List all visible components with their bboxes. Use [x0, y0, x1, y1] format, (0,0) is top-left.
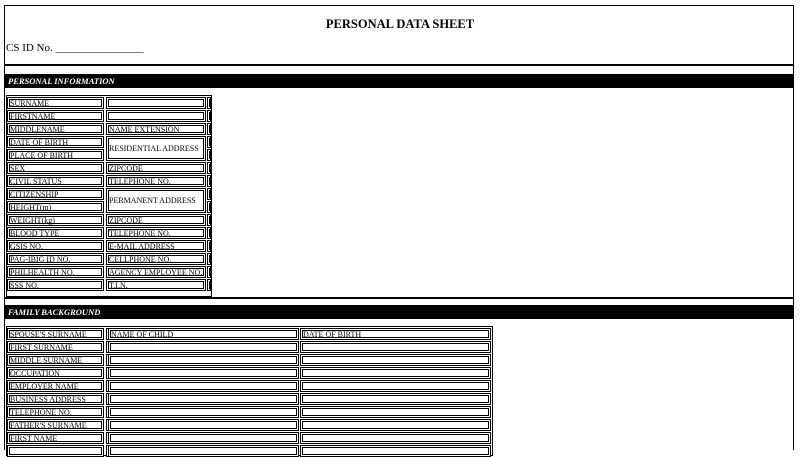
- child-dob-input[interactable]: [300, 432, 491, 444]
- telephone-label-label: TELEPHONE NO.: [109, 229, 171, 238]
- field-label-label: FATHER'S SURNAME: [10, 421, 87, 430]
- page-title: PERSONAL DATA SHEET: [325, 17, 475, 31]
- field-label: [7, 393, 104, 405]
- zipcode-label: [106, 162, 206, 174]
- cell-edge: [207, 240, 211, 252]
- cellphone-label: [106, 253, 206, 265]
- child-name-input[interactable]: [108, 393, 299, 405]
- field-label-label: SPOUSE'S SURNAME: [10, 330, 87, 339]
- field-label-label: PHILHEALTH NO.: [10, 268, 75, 277]
- field-label: [7, 110, 104, 122]
- child-name-input[interactable]: [108, 419, 299, 431]
- zipcode-label-label: ZIPCODE: [109, 216, 143, 225]
- child-dob-input[interactable]: [300, 354, 491, 366]
- value-input[interactable]: [106, 110, 206, 122]
- field-label: [7, 227, 104, 239]
- cell-edge: [207, 123, 211, 135]
- child-dob-input[interactable]: [300, 445, 491, 457]
- permanent-address-label-label: PERMANENT ADDRESS: [109, 196, 196, 205]
- field-label-label: HEIGHT(m): [10, 203, 52, 212]
- child-dob-input[interactable]: [300, 419, 491, 431]
- field-label-label: FIRST SURNAME: [10, 343, 73, 352]
- cell-edge: [207, 110, 211, 122]
- family-background-header: FAMILY BACKGROUND: [4, 305, 794, 319]
- child-dob-input[interactable]: [300, 367, 491, 379]
- field-label-label: MIDDLENAME: [10, 125, 65, 134]
- field-label-label: DATE OF BIRTH: [10, 138, 69, 147]
- child-name-input[interactable]: [108, 367, 299, 379]
- field-label: [7, 266, 104, 278]
- cell-edge: [207, 214, 211, 226]
- field-label: [7, 175, 104, 187]
- field-label: [7, 253, 104, 265]
- cell-edge: [207, 162, 211, 174]
- field-label-label: FIRSTNAME: [10, 112, 56, 121]
- cellphone-label-label: CELLPHONE NO.: [109, 255, 172, 264]
- child-name-input[interactable]: [108, 445, 299, 457]
- child-name-input[interactable]: [108, 380, 299, 392]
- field-label: [7, 354, 104, 366]
- field-label: [7, 406, 104, 418]
- name-of-child-header-label: NAME OF CHILD: [111, 330, 174, 339]
- value-input[interactable]: [106, 97, 206, 109]
- field-label-label: PAG-IBIG ID NO.: [10, 255, 71, 264]
- field-label: [7, 279, 104, 291]
- field-label: [7, 328, 104, 340]
- divider: [4, 64, 794, 66]
- date-of-birth-header-label: DATE OF BIRTH: [303, 330, 362, 339]
- agency-employee-label: [106, 266, 206, 278]
- name-extension-label: [106, 123, 206, 135]
- cell-edge: [207, 279, 211, 291]
- field-label: [7, 201, 104, 213]
- field-label: [7, 341, 104, 353]
- child-dob-input[interactable]: [300, 380, 491, 392]
- field-label-label: GSIS NO.: [10, 242, 43, 251]
- cell-edge: [207, 188, 211, 200]
- field-label-label: SURNAME: [10, 99, 50, 108]
- agency-employee-label-label: AGENCY EMPLOYEE NO.: [109, 268, 203, 277]
- cell-edge: [207, 253, 211, 265]
- child-dob-input[interactable]: [300, 406, 491, 418]
- telephone-label-label: TELEPHONE NO.: [109, 177, 171, 186]
- field-label-label: WEIGHT(kg): [10, 216, 55, 225]
- cell-edge: [207, 266, 211, 278]
- field-label-label: FIRST NAME: [10, 434, 58, 443]
- field-label: [7, 445, 104, 457]
- field-label: [7, 97, 104, 109]
- field-label-label: CITIZENSHIP: [10, 190, 59, 199]
- cell-edge: [207, 97, 211, 109]
- permanent-address-label: [106, 188, 206, 213]
- field-label: [7, 149, 104, 161]
- field-label: [7, 188, 104, 200]
- field-label-label: SEX: [10, 164, 26, 173]
- email-label: [106, 240, 206, 252]
- field-label: [7, 214, 104, 226]
- field-label-label: MIDDLE SURNAME: [10, 356, 83, 365]
- field-label: [7, 380, 104, 392]
- divider: [4, 297, 794, 299]
- child-name-input[interactable]: [108, 406, 299, 418]
- field-label: [7, 240, 104, 252]
- telephone-label: [106, 175, 206, 187]
- name-of-child-header: [108, 328, 299, 340]
- cell-edge: [207, 201, 211, 213]
- residential-address-label-label: RESIDENTIAL ADDRESS: [109, 144, 199, 153]
- tin-label-label: T.I.N.: [109, 281, 128, 290]
- date-of-birth-header: [300, 328, 491, 340]
- field-label: [7, 162, 104, 174]
- cell-edge: [207, 227, 211, 239]
- child-name-input[interactable]: [108, 341, 299, 353]
- cell-edge: [207, 149, 211, 161]
- cell-edge: [207, 175, 211, 187]
- personal-info-header: PERSONAL INFORMATION: [4, 74, 794, 88]
- field-label: [7, 123, 104, 135]
- field-label-label: EMPLOYER NAME: [10, 382, 79, 391]
- cell-edge: [207, 136, 211, 148]
- field-label-label: BLOOD TYPE: [10, 229, 60, 238]
- field-label: [7, 136, 104, 148]
- child-name-input[interactable]: [108, 354, 299, 366]
- telephone-label: [106, 227, 206, 239]
- cs-id-number: CS ID No. ________________: [6, 42, 144, 54]
- child-dob-input[interactable]: [300, 341, 491, 353]
- field-label-label: OCCUPATION: [10, 369, 60, 378]
- field-label: [7, 419, 104, 431]
- name-extension-label-label: NAME EXTENSION: [109, 125, 180, 134]
- field-label-label: SSS NO.: [10, 281, 39, 290]
- zipcode-label: [106, 214, 206, 226]
- field-label-label: TELEPHONE NO.: [10, 408, 72, 417]
- field-label: [7, 432, 104, 444]
- zipcode-label-label: ZIPCODE: [109, 164, 143, 173]
- email-label-label: E-MAIL ADDRESS: [109, 242, 175, 251]
- tin-label: [106, 279, 206, 291]
- child-name-input[interactable]: [108, 432, 299, 444]
- residential-address-label: [106, 136, 206, 161]
- child-dob-input[interactable]: [300, 393, 491, 405]
- field-label-label: BUSINESS ADDRESS: [10, 395, 86, 404]
- field-label-label: CIVIL STATUS: [10, 177, 62, 186]
- field-label: [7, 367, 104, 379]
- field-label-label: PLACE OF BIRTH: [10, 151, 74, 160]
